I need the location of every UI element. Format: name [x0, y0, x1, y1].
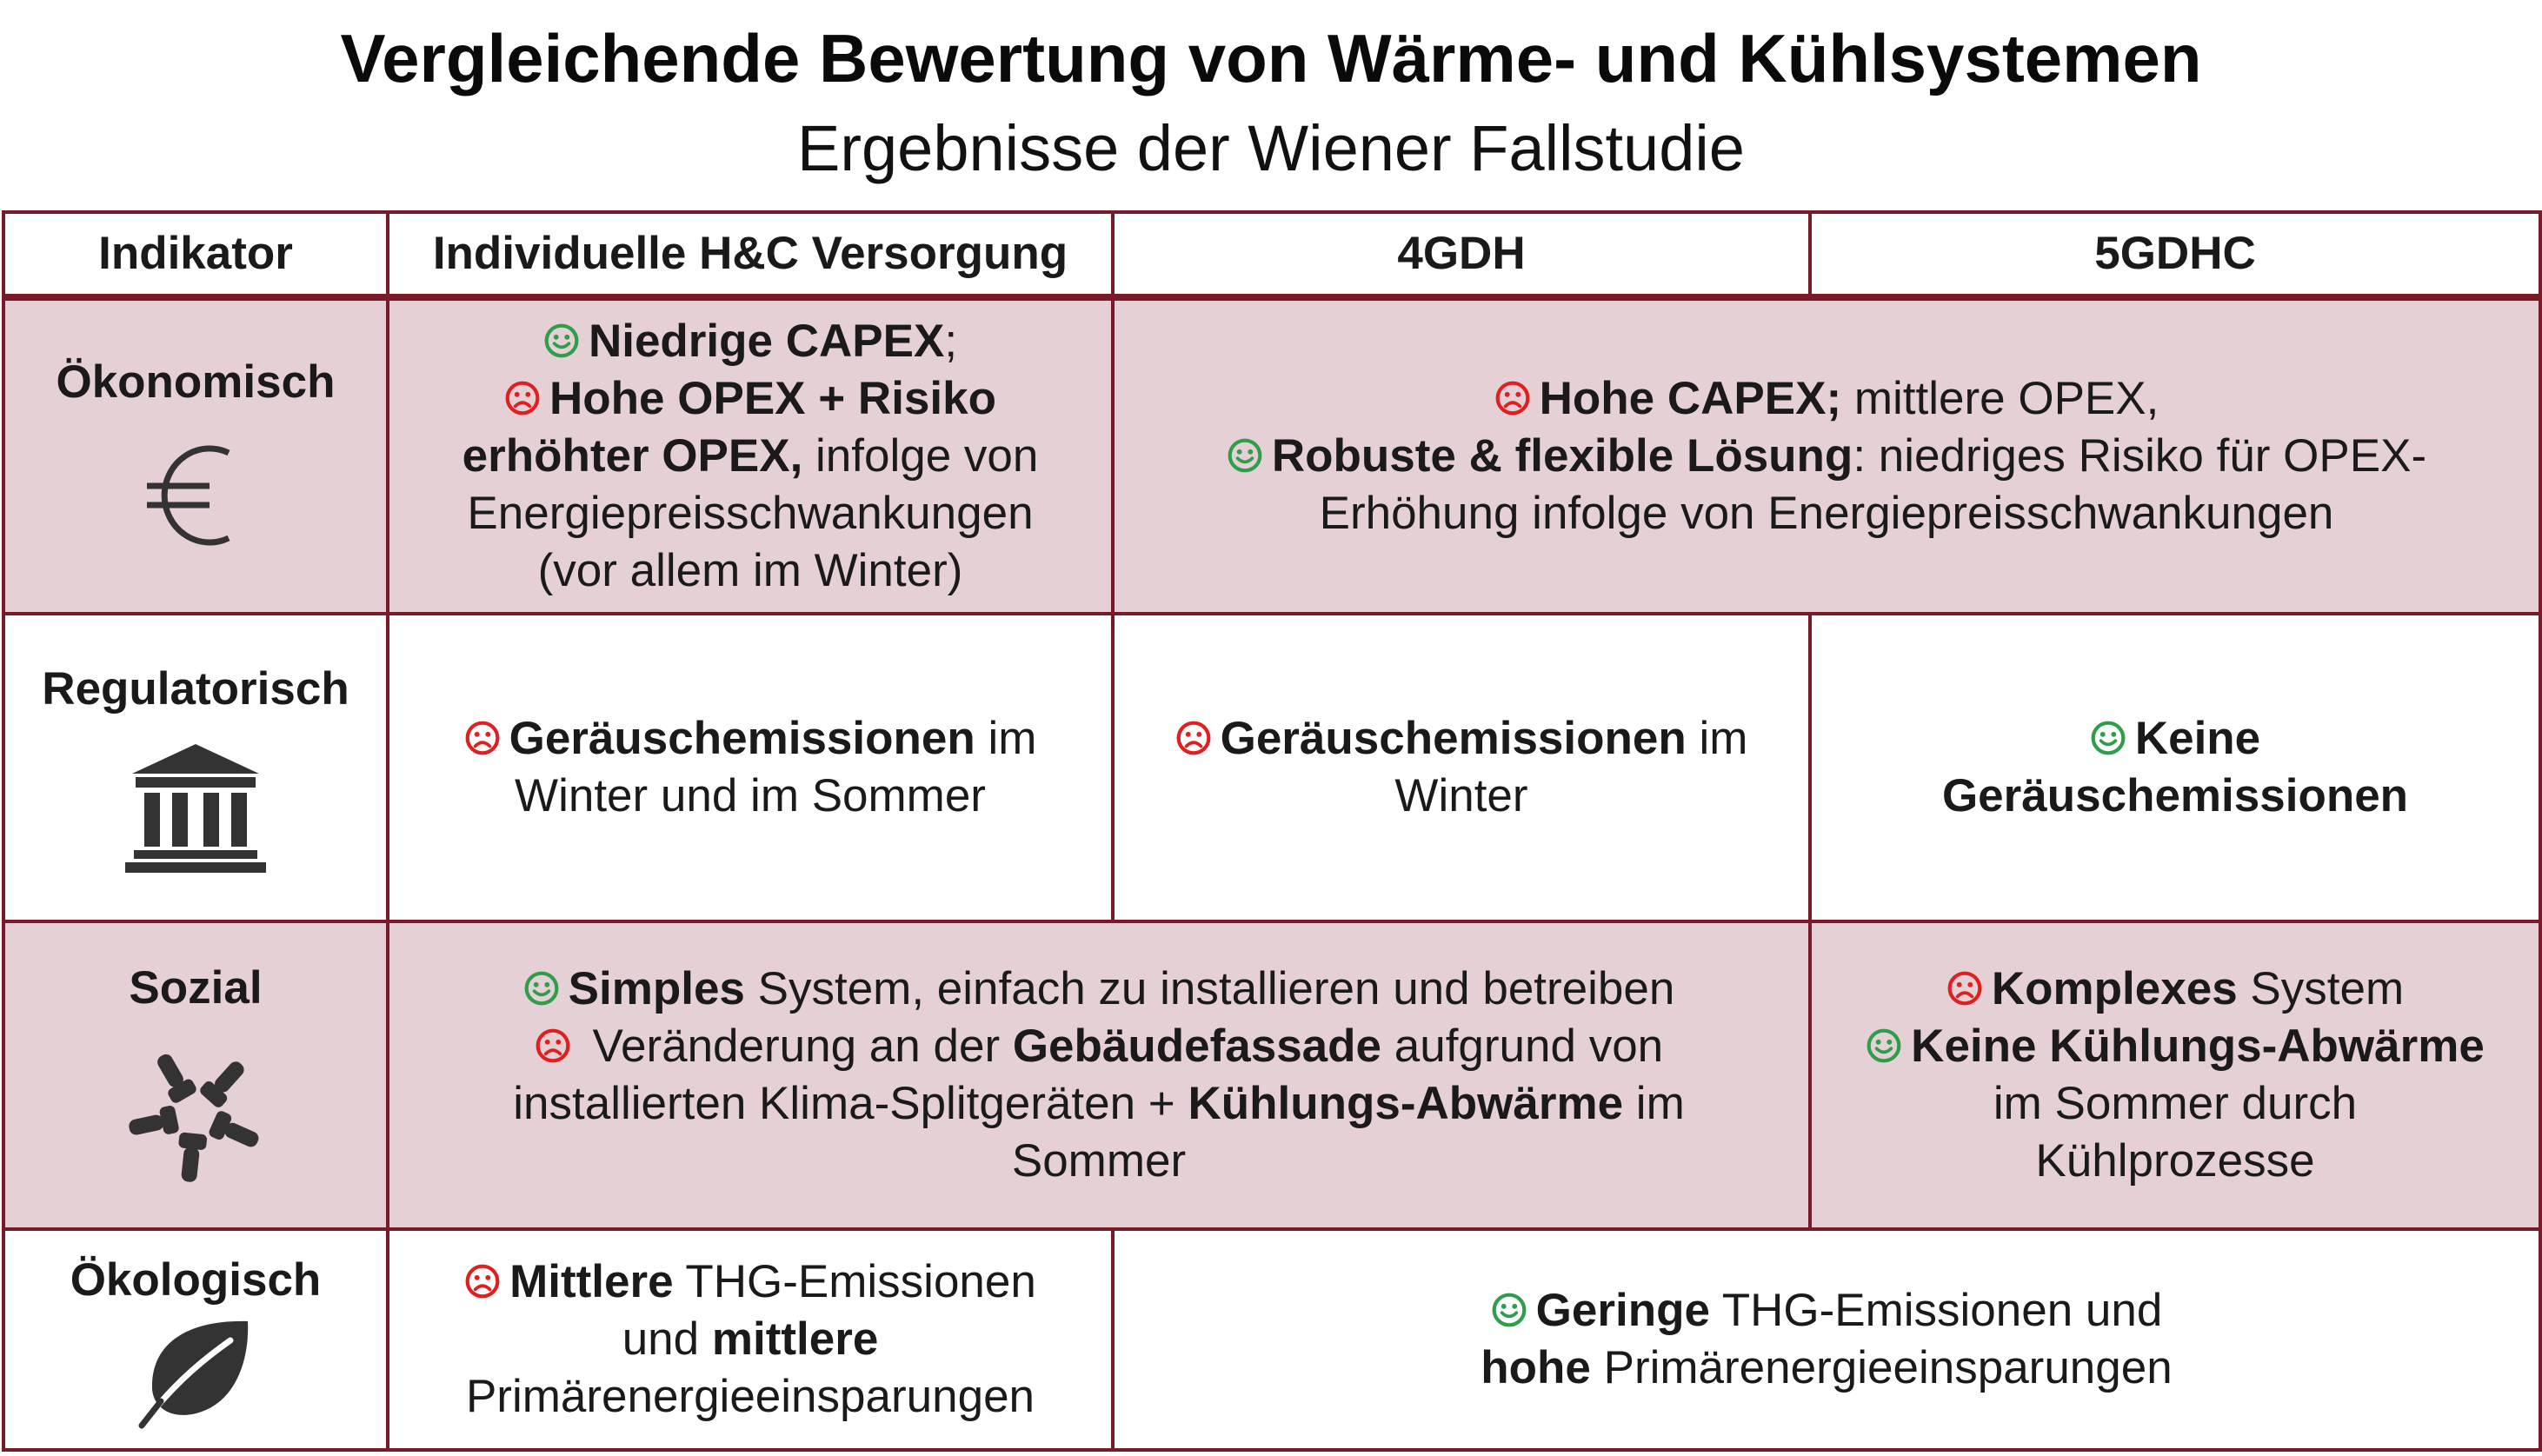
- header-row: [3, 212, 2540, 297]
- government-building-icon: [122, 737, 270, 876]
- cell-regulatorisch-4gdh: Geräuschemissionen im Winter: [1113, 614, 1810, 921]
- header-indikator: Indikator: [3, 212, 388, 297]
- header-5gdhc: 5GDHC: [1810, 212, 2540, 297]
- cell-oekonomisch-4gdh-5gdhc: Hohe CAPEX; mittlere OPEX, Robuste & flexible Lösung: niedriges Risiko für OPEX- Erhöhung infolge von Energiepreisschwankungen: [1113, 297, 2540, 614]
- smile-icon: [2090, 720, 2126, 756]
- smile-icon: [523, 970, 560, 1007]
- cell-regulatorisch-individuell: Geräuschemissionen im Winter und im Sommer: [388, 614, 1113, 921]
- indicator-label: Regulatorisch: [42, 663, 349, 715]
- hands-together-icon: [122, 1036, 270, 1193]
- frown-icon: [1946, 970, 1983, 1007]
- cell-oekonomisch-individuell: Niedrige CAPEX; Hohe OPEX + Risiko erhöhter OPEX, infolge von Energiepreisschwankungen (vor allem im Winter): [388, 297, 1113, 614]
- cell-oekologisch-4gdh-5gdhc: Geringe THG-Emissionen und hohe Primärenergieeinsparungen: [1113, 1229, 2540, 1450]
- row-oekonomisch: [3, 297, 2540, 614]
- comparison-table: [2, 210, 2542, 1452]
- indicator-oekonomisch: [3, 297, 388, 614]
- frown-icon: [1175, 720, 1212, 756]
- frown-icon: [464, 1263, 501, 1300]
- euro-icon: [143, 430, 248, 561]
- smile-icon: [543, 322, 580, 359]
- row-regulatorisch: [3, 614, 2540, 921]
- row-oekologisch: [3, 1229, 2540, 1450]
- frown-icon: [464, 720, 501, 756]
- header-individuelle-versorgung: Individuelle H&C Versorgung: [388, 212, 1113, 297]
- header-4gdh: 4GDH: [1113, 212, 1810, 297]
- indicator-sozial: [3, 921, 388, 1229]
- frown-icon: [1494, 380, 1531, 416]
- cell-sozial-5gdhc: Komplexes System Keine Kühlungs-Abwärme im Sommer durch Kühlprozesse: [1810, 921, 2540, 1229]
- cell-regulatorisch-5gdhc: Keine Geräuschemissionen: [1810, 614, 2540, 921]
- frown-icon: [504, 380, 541, 416]
- smile-icon: [1866, 1027, 1902, 1064]
- cell-sozial-individuell-4gdh: Simples System, einfach zu installieren und betreiben Veränderung an der Gebäudefassade aufgrund von installierten Klima-Splitgeräten + Kühlungs-Abwärme im Sommer: [388, 921, 1810, 1229]
- page-title: Vergleichende Bewertung von Wärme- und Kühlsystemen: [340, 20, 2202, 96]
- indicator-regulatorisch: [3, 614, 388, 921]
- frown-icon: [535, 1027, 571, 1064]
- cell-oekologisch-individuell: Mittlere THG-Emissionen und mittlere Primärenergieeinsparungen: [388, 1229, 1113, 1450]
- row-sozial: [3, 921, 2540, 1229]
- indicator-label: Ökonomisch: [56, 356, 336, 408]
- smile-icon: [1491, 1292, 1527, 1328]
- indicator-oekologisch: [3, 1229, 388, 1450]
- page-subtitle: Ergebnisse der Wiener Fallstudie: [797, 112, 1745, 184]
- indicator-label: Sozial: [129, 962, 263, 1014]
- leaf-icon: [135, 1316, 256, 1429]
- smile-icon: [1227, 437, 1263, 474]
- indicator-label: Ökologisch: [70, 1254, 322, 1306]
